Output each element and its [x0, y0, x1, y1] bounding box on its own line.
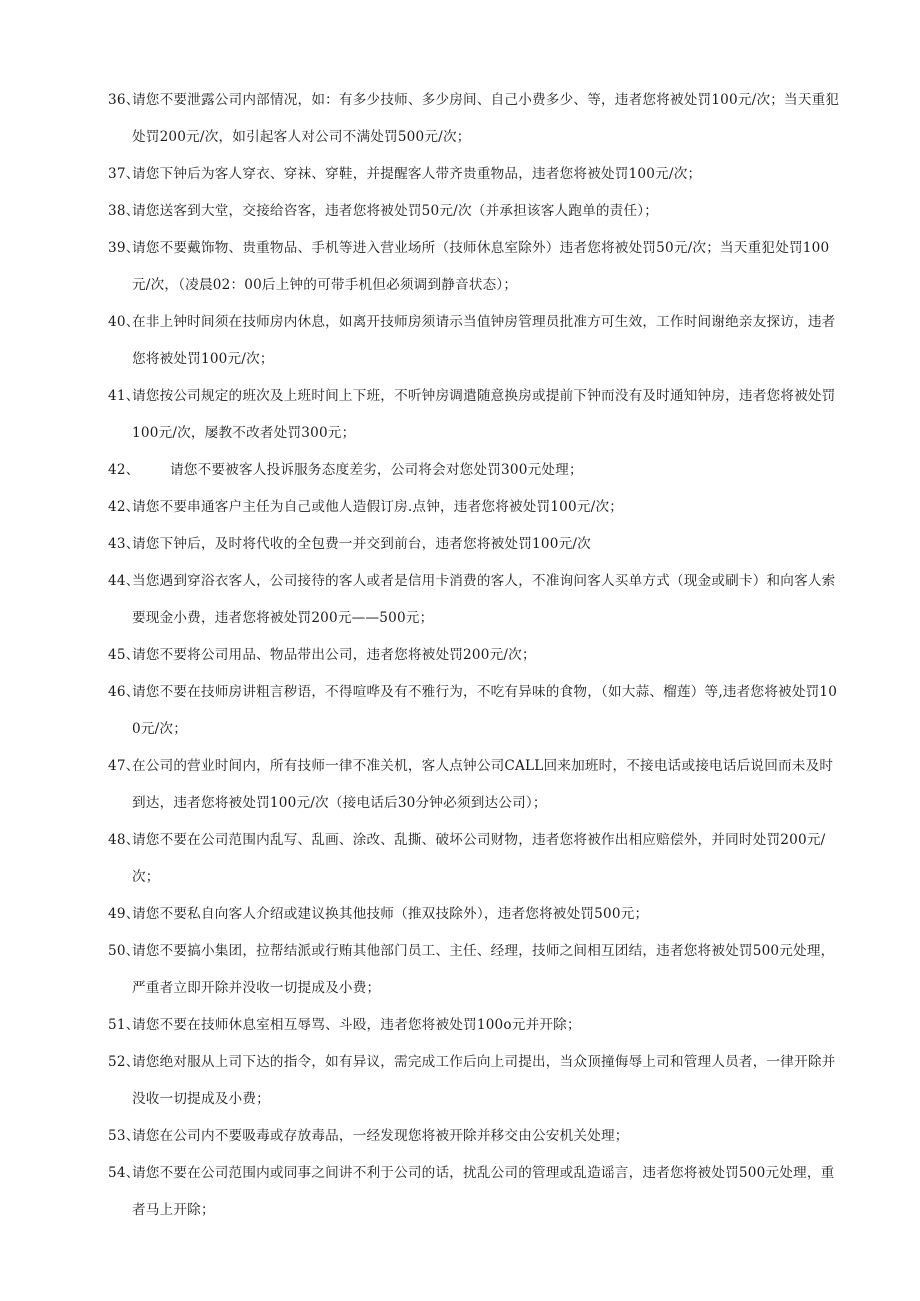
rule-number: 45、	[108, 647, 140, 663]
rule-item	[0, 230, 920, 304]
rule-item	[0, 304, 920, 378]
rule-number: 43、	[108, 536, 140, 552]
rule-number: 40、	[108, 314, 140, 330]
rule-text: 请您不要将公司用品、物品带出公司，违者您将被处罚200元/次；	[132, 647, 536, 663]
rule-number: 42、	[108, 462, 140, 478]
rule-item	[0, 1007, 920, 1044]
rule-item	[0, 489, 920, 526]
rule-number: 46、	[108, 684, 140, 700]
rule-item	[0, 1118, 920, 1155]
rule-text: 请您不要戴饰物、贵重物品、手机等进入营业场所（技师休息室除外）违者您将被处罚50元/次；当天重犯处罚100元/次，（凌晨02：00后上钟的可带手机但必须调到静音状态）；	[132, 240, 830, 293]
rule-text: 请您送客到大堂，交接给咨客，违者您将被处罚50元/次（并承担该客人跑单的责任）；	[132, 203, 659, 219]
rule-number: 38、	[108, 203, 140, 219]
rule-item	[0, 193, 920, 230]
rule-text: 当您遇到穿浴衣客人，公司接待的客人或者是信用卡消费的客人，不准询问客人买单方式（现金或刷卡）和向客人索要现金小费，违者您将被处罚200元——500元；	[132, 573, 836, 626]
rule-text: 请您下钟后为客人穿衣、穿袜、穿鞋，并提醒客人带齐贵重物品，违者您将被处罚100元/次；	[132, 166, 702, 182]
rule-item	[0, 82, 920, 156]
rule-item	[0, 526, 920, 563]
rule-number: 49、	[108, 906, 140, 922]
rule-number: 47、	[108, 758, 140, 774]
rule-text: 请您下钟后，及时将代收的全包费一并交到前台，违者您将被处罚100元/次	[132, 536, 591, 552]
rule-number: 51、	[108, 1017, 140, 1033]
rule-text: 请您不要搞小集团，拉帮结派或行贿其他部门员工、主任、经理，技师之间相互团结，违者您将被处罚500元处理，严重者立即开除并没收一切提成及小费；	[132, 943, 835, 996]
rule-item	[0, 933, 920, 1007]
rule-text: 请您不要在公司范围内或同事之间讲不利于公司的话，扰乱公司的管理或乱造谣言，违者您将被处罚500元处理，重者马上开除；	[132, 1165, 835, 1218]
rule-text: 请您不要私自向客人介绍或建议换其他技师（推双技除外），违者您将被处罚500元；	[132, 906, 649, 922]
rule-number: 44、	[108, 573, 140, 589]
rule-item	[0, 378, 920, 452]
rule-number: 37、	[108, 166, 140, 182]
rule-number: 41、	[108, 388, 140, 404]
rule-item	[0, 1044, 920, 1118]
rule-text: 请您不要在技师休息室相互辱骂、斗殴，违者您将被处罚100o元并开除；	[132, 1017, 581, 1033]
rules-list	[0, 82, 920, 1229]
rule-number: 54、	[108, 1165, 140, 1181]
rule-number: 50、	[108, 943, 140, 959]
rule-text: 请您绝对服从上司下达的指令，如有异议，需完成工作后向上司提出，当众顶撞侮辱上司和管理人员者，一律开除并没收一切提成及小费；	[132, 1054, 836, 1107]
rule-item	[0, 637, 920, 674]
rule-number: 39、	[108, 240, 140, 256]
rule-item	[0, 563, 920, 637]
rule-text: 请您不要泄露公司内部情况，如：有多少技师、多少房间、自己小费多少、等，违者您将被处罚100元/次；当天重犯处罚200元/次，如引起客人对公司不满处罚500元/次；	[132, 92, 840, 145]
rule-number: 36、	[108, 92, 140, 108]
rule-item	[0, 822, 920, 896]
rule-text: 请您不要在公司范围内乱写、乱画、涂改、乱撕、破坏公司财物，违者您将被作出相应赔偿外，并同时处罚200元/次；	[132, 832, 826, 885]
rule-text: 请您不要串通客户主任为自己或他人造假订房.点钟，违者您将被处罚100元/次；	[132, 499, 624, 515]
rule-number: 53、	[108, 1128, 140, 1144]
rule-number: 42、	[108, 499, 140, 515]
rule-text: 请您按公司规定的班次及上班时间上下班，不听钟房调遣随意换房或提前下钟而没有及时通知钟房，违者您将被处罚100元/次，屡教不改者处罚300元；	[132, 388, 836, 441]
rule-item	[0, 748, 920, 822]
rule-item	[0, 1155, 920, 1229]
rule-text: 在非上钟时间须在技师房内休息，如离开技师房须请示当值钟房管理员批准方可生效，工作时间谢绝亲友探访，违者您将被处罚100元/次；	[132, 314, 836, 367]
rule-text: 请您不要在技师房讲粗言秽语，不得喧哗及有不雅行为，不吃有异味的食物，（如大蒜、榴莲）等,违者您将被处罚100元/次；	[132, 684, 838, 737]
rule-item	[0, 674, 920, 748]
rule-text: 请您在公司内不要吸毒或存放毒品，一经发现您将被开除并移交由公安机关处理；	[132, 1128, 629, 1144]
rule-text: 在公司的营业时间内，所有技师一律不准关机，客人点钟公司CALL回来加班时，不接电话或接电话后说回而未及时到达，违者您将被处罚100元/次（接电话后30分钟必须到达公司）；	[132, 758, 834, 811]
rule-number: 48、	[108, 832, 140, 848]
rule-item	[0, 452, 920, 489]
rule-number: 52、	[108, 1054, 140, 1070]
rule-text: 请您不要被客人投诉服务态度差劣，公司将会对您处罚300元处理；	[170, 462, 583, 478]
rule-item	[0, 896, 920, 933]
rule-item	[0, 156, 920, 193]
